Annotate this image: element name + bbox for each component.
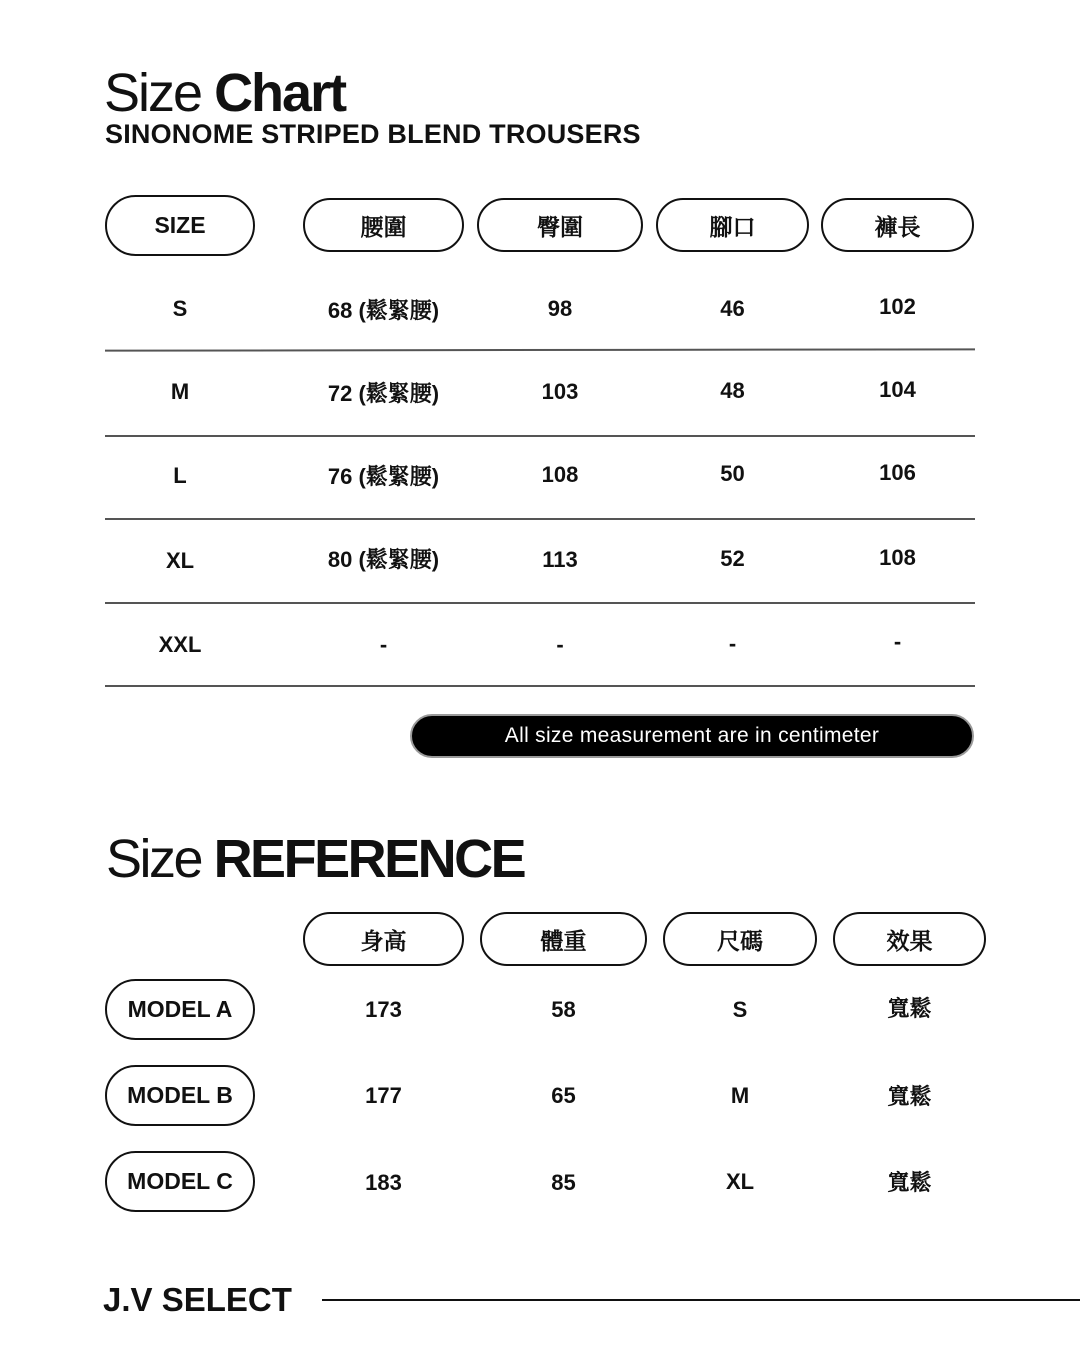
hip-value: 113 (542, 547, 578, 572)
model-a-label: MODEL A (105, 979, 255, 1040)
header-fit: 效果 (833, 912, 986, 966)
header-weight: 體重 (480, 912, 647, 966)
size-reference-title-bold: REFERENCE (213, 829, 525, 889)
header-hip: 臀圍 (477, 198, 643, 252)
height-value: 183 (365, 1170, 402, 1195)
product-name: SINONOME STRIPED BLEND TROUSERS (105, 119, 641, 149)
hip-value: 98 (547, 296, 573, 321)
hip-value: 108 (541, 462, 579, 487)
model-c-label: MODEL C (105, 1151, 255, 1212)
length-value: 108 (879, 545, 916, 570)
height-value: 173 (365, 997, 402, 1022)
waist-value: 76 (鬆緊腰) (327, 463, 440, 489)
size-reference-title (106, 829, 525, 889)
row-divider (105, 602, 975, 604)
size-chart-title-light: Size (104, 63, 202, 123)
model-b-label: MODEL B (105, 1065, 255, 1126)
weight-value: 85 (551, 1170, 576, 1195)
length-value: 106 (879, 460, 916, 485)
hip-value: - (556, 632, 564, 657)
height-value: 177 (365, 1083, 402, 1108)
header-size: SIZE (105, 195, 255, 256)
header-leg-opening: 腳口 (656, 198, 809, 252)
waist-value: 72 (鬆緊腰) (327, 380, 440, 406)
row-divider (105, 435, 975, 437)
hip-value: 103 (541, 379, 579, 404)
row-divider (105, 518, 975, 520)
waist-value: 80 (鬆緊腰) (327, 546, 440, 572)
row-divider (105, 348, 975, 351)
leg-opening-value: - (728, 631, 737, 656)
leg-opening-value: 52 (720, 546, 745, 571)
row-divider (105, 685, 975, 687)
fit-value: 寬鬆 (887, 995, 932, 1021)
size-label: XXL (158, 632, 202, 657)
header-height: 身高 (303, 912, 464, 966)
leg-opening-value: 46 (720, 296, 745, 321)
size-worn-value: S (732, 997, 748, 1022)
header-waist: 腰圍 (303, 198, 464, 252)
size-worn-value: XL (725, 1169, 755, 1194)
waist-value: 68 (鬆緊腰) (327, 297, 440, 323)
leg-opening-value: 50 (720, 461, 745, 486)
unit-note: All size measurement are in centimeter (410, 714, 974, 758)
size-reference-title-light: Size (106, 829, 202, 889)
size-label: M (170, 379, 190, 404)
leg-opening-value: 48 (720, 378, 745, 403)
header-size-worn: 尺碼 (663, 912, 817, 966)
size-chart-title-bold: Chart (214, 63, 346, 123)
footer-divider (322, 1299, 1080, 1301)
weight-value: 58 (551, 997, 576, 1022)
size-label: L (173, 463, 187, 488)
length-value: 102 (879, 294, 916, 319)
size-label: XL (165, 548, 195, 573)
header-length: 褲長 (821, 198, 974, 252)
length-value: 104 (879, 377, 916, 402)
fit-value: 寬鬆 (887, 1169, 932, 1195)
size-label: S (172, 296, 188, 321)
waist-value: - (379, 632, 388, 657)
size-worn-value: M (730, 1083, 750, 1108)
length-value: - (893, 629, 902, 654)
size-chart-title (104, 63, 346, 123)
weight-value: 65 (551, 1083, 576, 1108)
brand-name: J.V SELECT (103, 1281, 292, 1318)
fit-value: 寬鬆 (887, 1083, 932, 1109)
